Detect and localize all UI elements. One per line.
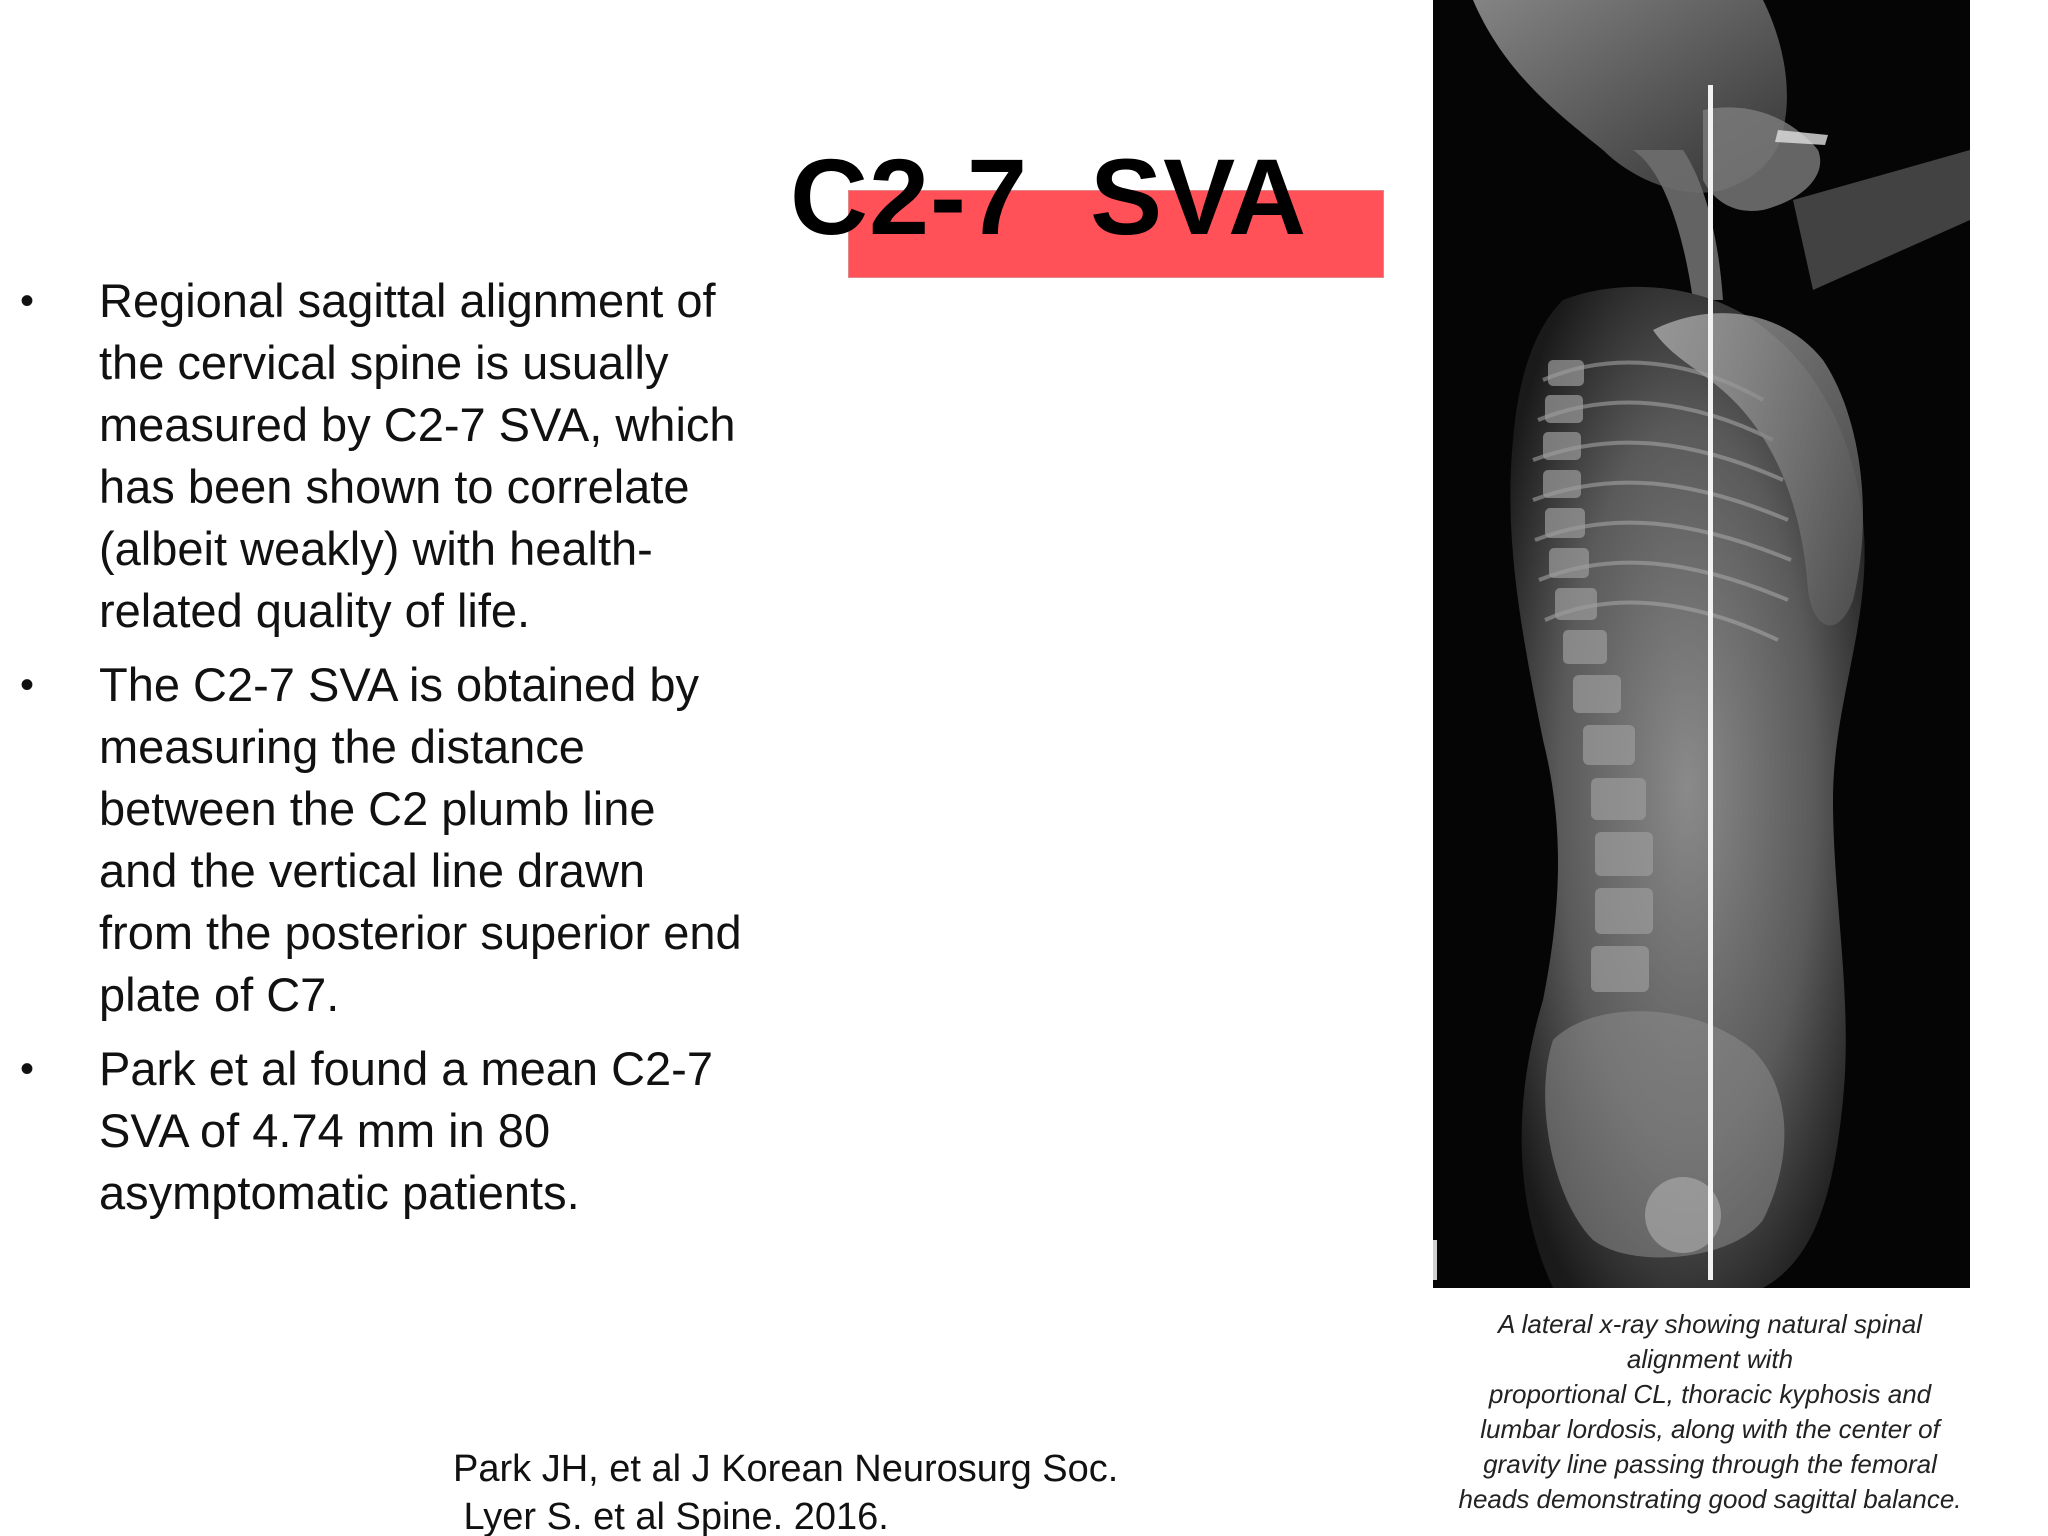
bullet-line: has been shown to correlate [99, 460, 690, 513]
bullet-line: measuring the distance [99, 720, 585, 773]
bullet-line: related quality of life. [99, 584, 531, 637]
bullet-marker: • [20, 663, 35, 707]
bullet-line: Regional sagittal alignment of [99, 274, 716, 327]
plumb-line [1708, 85, 1713, 1280]
xray-caption [1430, 1307, 1990, 1517]
caption-line: lumbar lordosis, along with the center of [1480, 1414, 1940, 1444]
caption-line: heads demonstrating good sagittal balance. [1458, 1484, 1962, 1514]
bullet-item [20, 654, 820, 1026]
citation-line: Lyer S. et al Spine. 2016. [453, 1496, 889, 1536]
bullet-marker: • [20, 279, 35, 323]
bullet-line: measured by C2-7 SVA, which [99, 398, 736, 451]
caption-line: proportional CL, thoracic kyphosis and [1488, 1379, 1932, 1409]
bullet-line: the cervical spine is usually [99, 336, 669, 389]
slide-title: C2-7 SVA [790, 136, 1308, 257]
bullet-line: plate of C7. [99, 968, 340, 1021]
caption-line: gravity line passing through the femoral [1483, 1449, 1937, 1479]
citations [453, 1445, 1118, 1536]
bullet-line: SVA of 4.74 mm in 80 [99, 1104, 551, 1157]
bullet-item [20, 270, 820, 642]
bullet-list [20, 270, 820, 1236]
bullet-line: between the C2 plumb line [99, 782, 656, 835]
bullet-line: from the posterior superior end [99, 906, 742, 959]
bullet-line: Park et al found a mean C2-7 [99, 1042, 713, 1095]
bullet-line: asymptomatic patients. [99, 1166, 580, 1219]
bullet-item [20, 1038, 820, 1224]
bullet-marker: • [20, 1047, 35, 1091]
caption-line: alignment with [1626, 1344, 1794, 1374]
citation-line: Park JH, et al J Korean Neurosurg Soc. [453, 1448, 1119, 1490]
bullet-line: and the vertical line drawn [99, 844, 646, 897]
xray-image [1433, 0, 1970, 1288]
caption-line: A lateral x-ray showing natural spinal [1498, 1309, 1922, 1339]
xray-illustration [1433, 0, 1970, 1288]
bullet-line: (albeit weakly) with health- [99, 522, 653, 575]
bullet-line: The C2-7 SVA is obtained by [99, 658, 700, 711]
